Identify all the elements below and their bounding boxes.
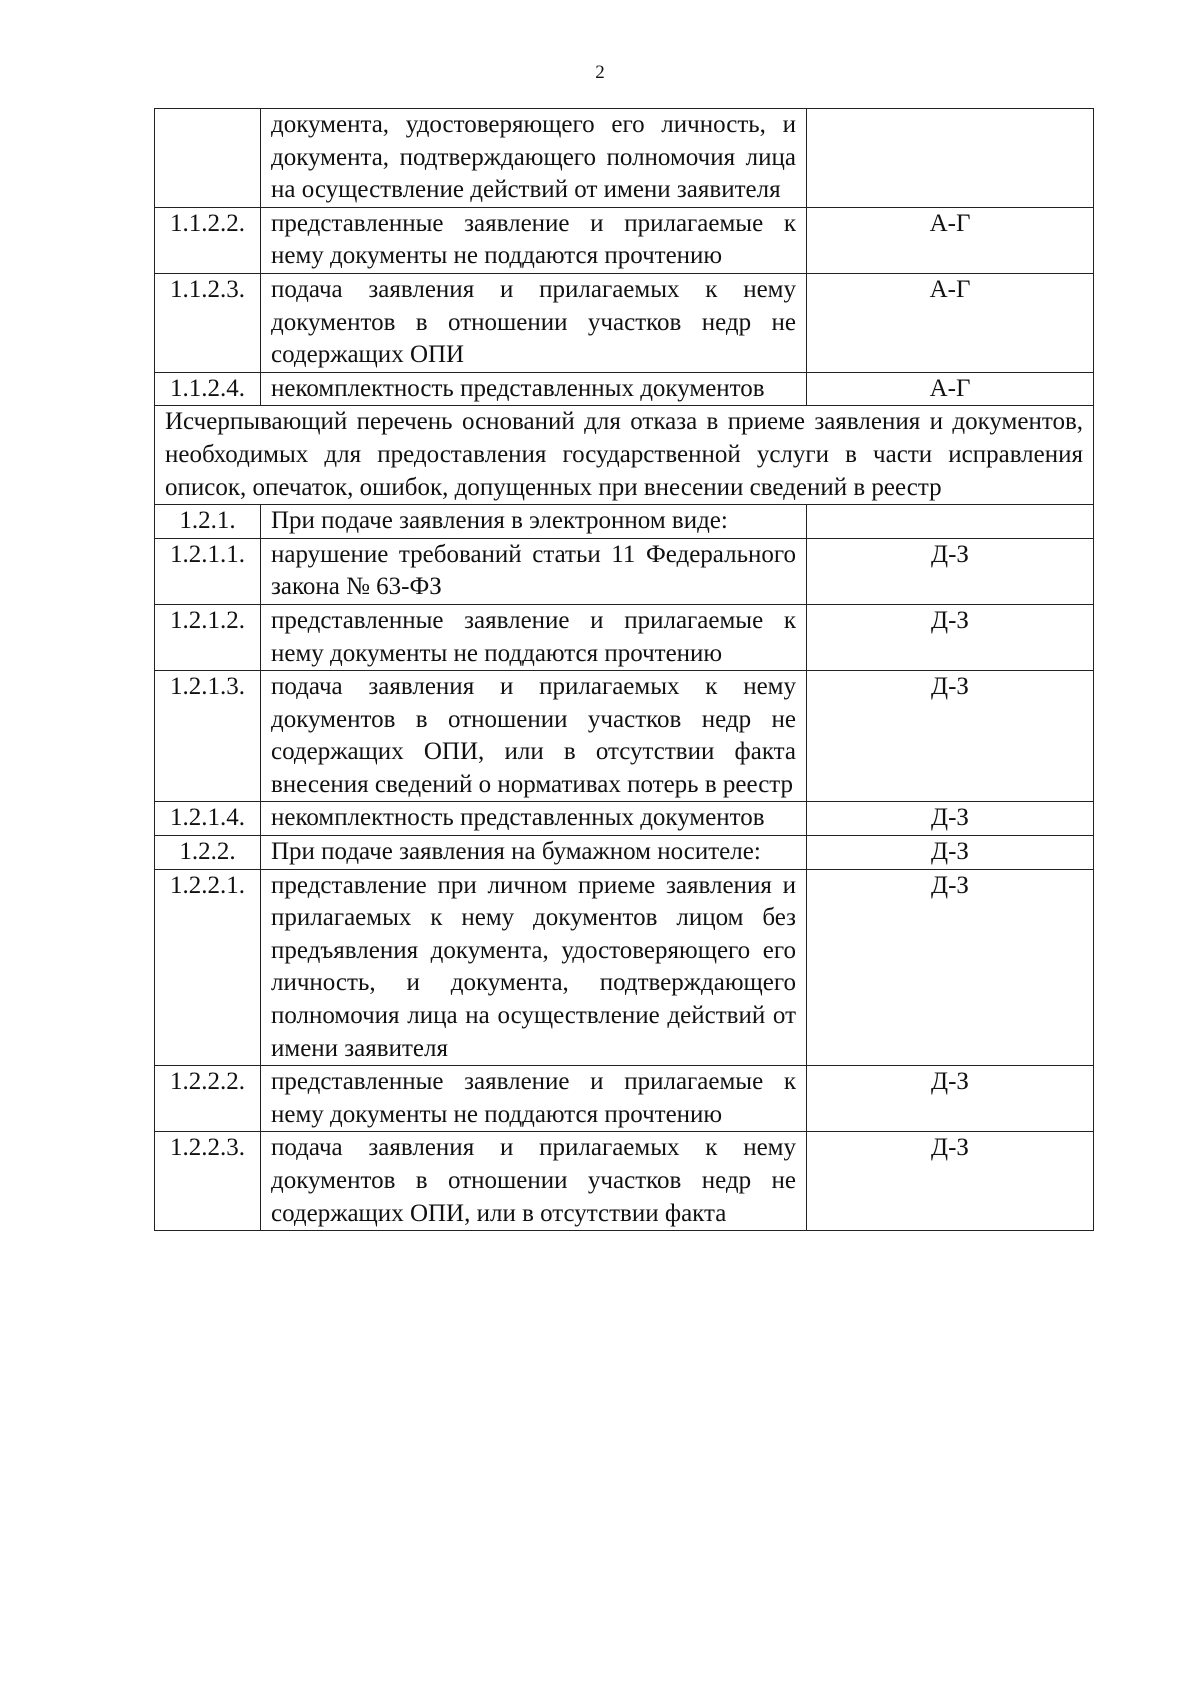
table-row [155, 273, 1094, 372]
row-text: представленные заявление и прилагаемые к нему документы не поддаются прочтению [261, 604, 807, 670]
row-number [155, 109, 261, 208]
table-row [155, 109, 1094, 208]
row-text: представленные заявление и прилагаемые к нему документы не поддаются прочтению [261, 207, 807, 273]
row-text: представление при личном приеме заявления и прилагаемых к нему документов лицом без предъявления документа, удостоверяющего его личность, и документа, подтверждающего полномочия лица на осуществление действий от имени заявителя [261, 869, 807, 1066]
row-code: Д-З [807, 538, 1094, 604]
row-number: 1.1.2.2. [155, 207, 261, 273]
row-code: Д-З [807, 1132, 1094, 1231]
page-number: 2 [595, 62, 605, 83]
row-code: Д-З [807, 671, 1094, 802]
row-text: нарушение требований статьи 11 Федерального закона № 63-ФЗ [261, 538, 807, 604]
row-code: Д-З [807, 836, 1094, 870]
row-text: документа, удостоверяющего его личность, и документа, подтверждающего полномочия лица на осуществление действий от имени заявителя [261, 109, 807, 208]
section-heading-row [155, 406, 1094, 505]
table-row [155, 604, 1094, 670]
row-number: 1.1.2.4. [155, 372, 261, 406]
row-text: некомплектность представленных документов [261, 372, 807, 406]
row-number: 1.2.2.3. [155, 1132, 261, 1231]
row-number: 1.2.1.4. [155, 802, 261, 836]
row-text: некомплектность представленных документов [261, 802, 807, 836]
row-number: 1.2.1.3. [155, 671, 261, 802]
row-text: представленные заявление и прилагаемые к нему документы не поддаются прочтению [261, 1066, 807, 1132]
row-number: 1.2.2. [155, 836, 261, 870]
row-code: А-Г [807, 207, 1094, 273]
table-row [155, 802, 1094, 836]
row-number: 1.2.1.2. [155, 604, 261, 670]
row-number: 1.2.1.1. [155, 538, 261, 604]
table-row [155, 1066, 1094, 1132]
table-row [155, 505, 1094, 539]
table-row [155, 372, 1094, 406]
table-row [155, 538, 1094, 604]
table-row [155, 1132, 1094, 1231]
row-code: Д-З [807, 604, 1094, 670]
section-heading: Исчерпывающий перечень оснований для отказа в приеме заявления и документов, необходимых для предоставления государственной услуги в части исправления описок, опечаток, ошибок, допущенных при внесении сведений в реестр [155, 406, 1094, 505]
table-row [155, 836, 1094, 870]
row-code: А-Г [807, 273, 1094, 372]
row-text: При подаче заявления на бумажном носителе: [261, 836, 807, 870]
row-text: При подаче заявления в электронном виде: [261, 505, 807, 539]
row-number: 1.1.2.3. [155, 273, 261, 372]
row-text: подача заявления и прилагаемых к нему документов в отношении участков недр не содержащих ОПИ, или в отсутствии факта внесения сведений о нормативах потерь в реестр [261, 671, 807, 802]
row-number: 1.2.2.1. [155, 869, 261, 1066]
row-code: Д-З [807, 1066, 1094, 1132]
row-code [807, 109, 1094, 208]
row-code: Д-З [807, 802, 1094, 836]
row-code: Д-З [807, 869, 1094, 1066]
row-text: подача заявления и прилагаемых к нему документов в отношении участков недр не содержащих ОПИ, или в отсутствии факта [261, 1132, 807, 1231]
table-row [155, 207, 1094, 273]
row-code [807, 505, 1094, 539]
row-text: подача заявления и прилагаемых к нему документов в отношении участков недр не содержащих ОПИ [261, 273, 807, 372]
row-number: 1.2.2.2. [155, 1066, 261, 1132]
row-code: А-Г [807, 372, 1094, 406]
grounds-table [154, 108, 1094, 1231]
table-row [155, 671, 1094, 802]
row-number: 1.2.1. [155, 505, 261, 539]
table-row [155, 869, 1094, 1066]
